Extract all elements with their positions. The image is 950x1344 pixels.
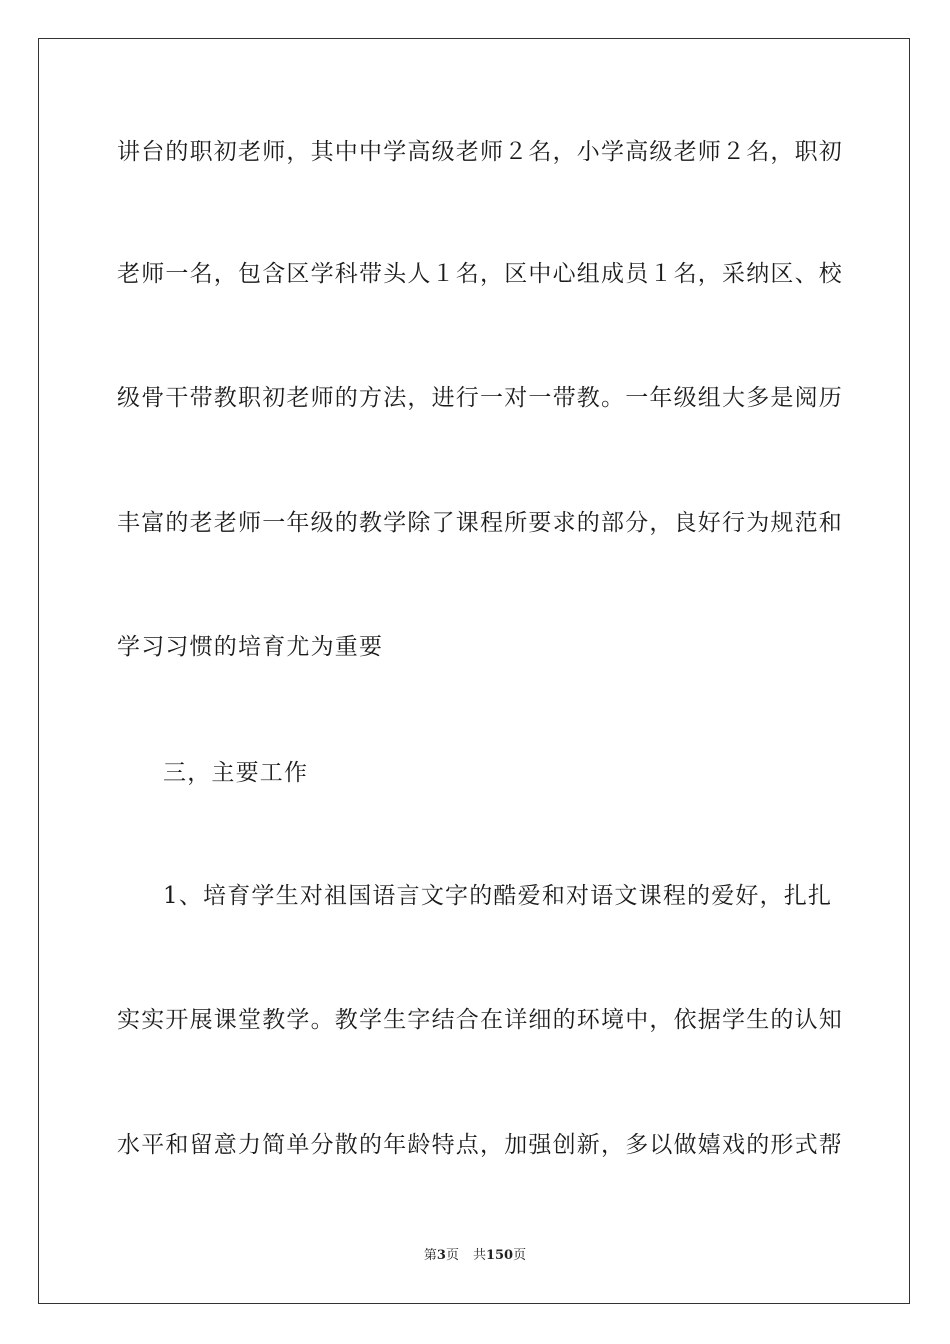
body-line-7: 1、培育学生对祖国语言文字的酷爱和对语文课程的爱好，扎扎 xyxy=(163,883,833,909)
footer-page-number: 3 xyxy=(436,1248,446,1263)
page-footer xyxy=(0,1248,950,1264)
footer-page-suffix: 页 xyxy=(445,1248,459,1263)
footer-page-prefix: 第 xyxy=(423,1248,437,1263)
body-line-4: 丰富的老老师一年级的教学除了课程所要求的部分，良好行为规范和 xyxy=(117,510,843,536)
body-line-5: 学习习惯的培育尤为重要 xyxy=(117,634,384,660)
footer-total-prefix: 共 xyxy=(472,1248,486,1263)
page-border xyxy=(38,38,910,1304)
body-line-1: 讲台的职初老师，其中中学高级老师２名，小学高级老师２名，职初 xyxy=(117,139,843,165)
body-line-2: 老师一名，包含区学科带头人１名，区中心组成员１名，采纳区、校 xyxy=(117,261,843,287)
body-line-3: 级骨干带教职初老师的方法，进行一对一带教。一年级组大多是阅历 xyxy=(117,385,843,411)
body-line-8: 实实开展课堂教学。教学生字结合在详细的环境中，依据学生的认知 xyxy=(117,1007,843,1033)
section-heading: 三，主要工作 xyxy=(163,760,309,786)
footer-total-suffix: 页 xyxy=(513,1248,527,1263)
body-line-9: 水平和留意力简单分散的年龄特点，加强创新，多以做嬉戏的形式帮 xyxy=(117,1132,843,1158)
footer-total-pages: 150 xyxy=(485,1248,514,1263)
